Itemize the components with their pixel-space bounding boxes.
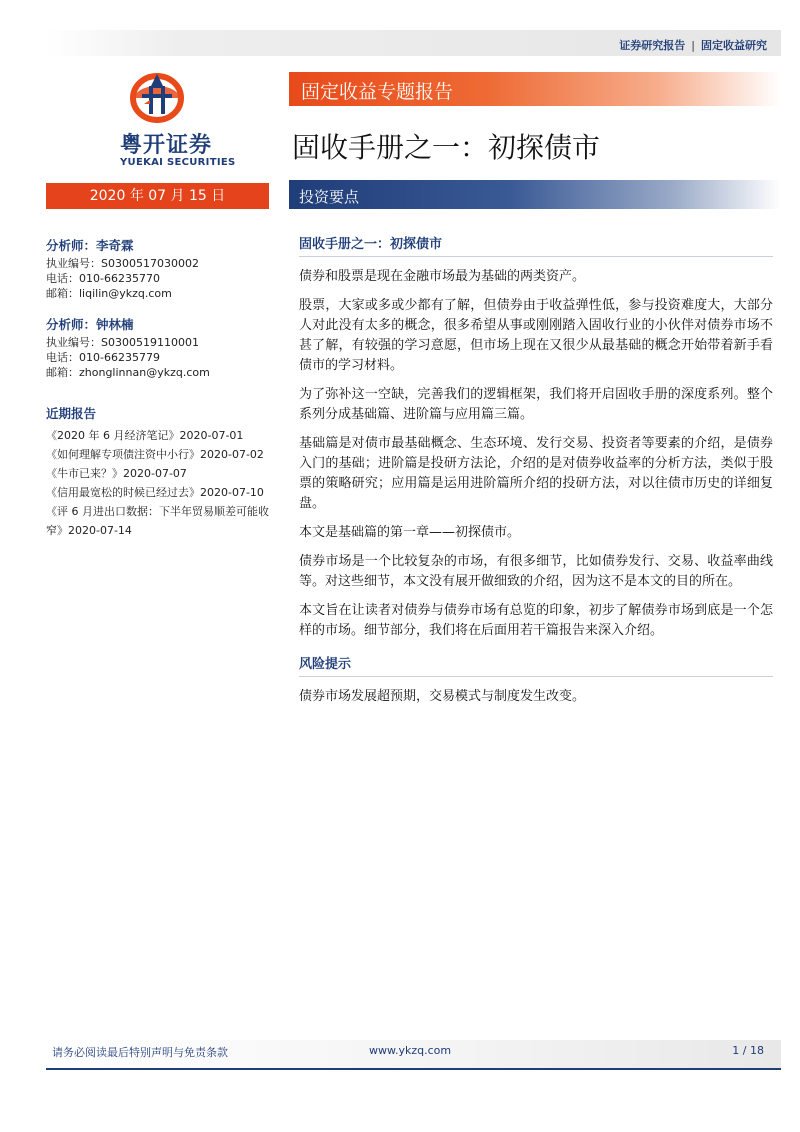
analyst-name: 分析师：李奇霖 [46,238,134,253]
footer-page-number: 1 / 18 [732,1044,764,1057]
recent-reports-title: 近期报告 [46,406,97,421]
report-category-banner [289,72,781,106]
logo-name-cn: 粤开证券 [120,133,213,158]
logo-name-en: YUEKAI SECURITIES [120,157,236,168]
body-paragraph: 股票，大家或多或少都有了解，但债券由于收益弹性低，参与投资难度大，大部分人对此没有太多的概念，很多希望从事或刚刚踏入固收行业的小伙伴对债券市场不甚了解，有较强的学习意愿，但市场上现在又很少从最基础的概念开始带着新手看债市的学习材料。 [299,298,773,373]
report-title: 固收手册之一：初探债市 [292,131,601,164]
company-logo [120,68,236,173]
section-title: 投资要点 [299,188,360,206]
category-label: 固定收益研究 [701,39,767,52]
recent-report-item: 《牛市已来？》2020-07-07 [46,467,187,480]
recent-report-item: 《评 6 月进出口数据：下半年贸易顺差可能收窄》2020-07-14 [46,505,269,537]
analyst-email: 邮箱：liqilin@ykzq.com [46,287,172,300]
body-paragraph: 债券市场是一个比较复杂的市场，有很多细节，比如债券发行、交易、收益率曲线等。对这些细节，本文没有展开做细致的介绍，因为这不是本文的目的所在。 [299,554,773,589]
analyst-license: 执业编号：S0300517030002 [46,257,199,270]
report-type-label: 证券研究报告 [619,39,686,52]
recent-report-item: 《信用最宽松的时候已经过去》2020-07-10 [46,486,264,499]
top-header-bar [46,30,781,56]
analyst-phone: 电话：010-66235779 [46,351,160,364]
analyst-card [46,236,271,301]
recent-report-item: 《2020 年 6 月经济笔记》2020-07-01 [46,429,244,442]
analyst-card [46,315,271,380]
report-date: 2020 年 07 月 15 日 [89,188,226,204]
body-paragraph: 债券和股票是现在金融市场最为基础的两类资产。 [299,269,586,284]
risk-text: 债券市场发展超预期，交易模式与制度发生改变。 [299,689,586,704]
analyst-phone: 电话：010-66235770 [46,272,160,285]
main-content [299,233,773,716]
risk-heading: 风险提示 [299,653,773,677]
date-bar [46,183,269,209]
body-paragraph: 为了弥补这一空缺，完善我们的逻辑框架，我们将开启固收手册的深度系列。整个系列分成基础篇、进阶篇与应用篇三篇。 [299,387,773,422]
logo-mark-icon [128,68,186,124]
analyst-name: 分析师：钟林楠 [46,317,134,332]
footer-disclaimer-link[interactable]: 请务必阅读最后特别声明与免责条款 [52,1046,228,1059]
body-paragraph: 本文是基础篇的第一章——初探债市。 [299,525,521,540]
section-bar [289,180,781,209]
recent-reports-list [46,426,271,540]
footer-website-link[interactable]: www.ykzq.com [369,1044,452,1057]
sidebar [46,236,271,540]
body-paragraph: 本文旨在让读者对债券与债券市场有总览的印象，初步了解债券市场到底是一个怎样的市场。细节部分，我们将在后面用若干篇报告来深入介绍。 [299,603,773,638]
body-paragraph: 基础篇是对债市最基础概念、生态环境、发行交易、投资者等要素的介绍，是债券入门的基础；进阶篇是投研方法论，介绍的是对债券收益率的分析方法，类似于股票的策略研究；应用篇是运用进阶篇所介绍的投研方法，对以往债市历史的详细复盘。 [299,436,773,511]
header-separator: | [691,39,695,52]
analyst-license: 执业编号：S0300519110001 [46,336,199,349]
footer-divider [46,1068,781,1070]
banner-label: 固定收益专题报告 [301,81,454,103]
header-breadcrumb [619,37,767,53]
analyst-email: 邮箱：zhonglinnan@ykzq.com [46,366,210,379]
recent-report-item: 《如何理解专项债注资中小行》2020-07-02 [46,448,264,461]
content-subheading: 固收手册之一：初探债市 [299,233,773,257]
